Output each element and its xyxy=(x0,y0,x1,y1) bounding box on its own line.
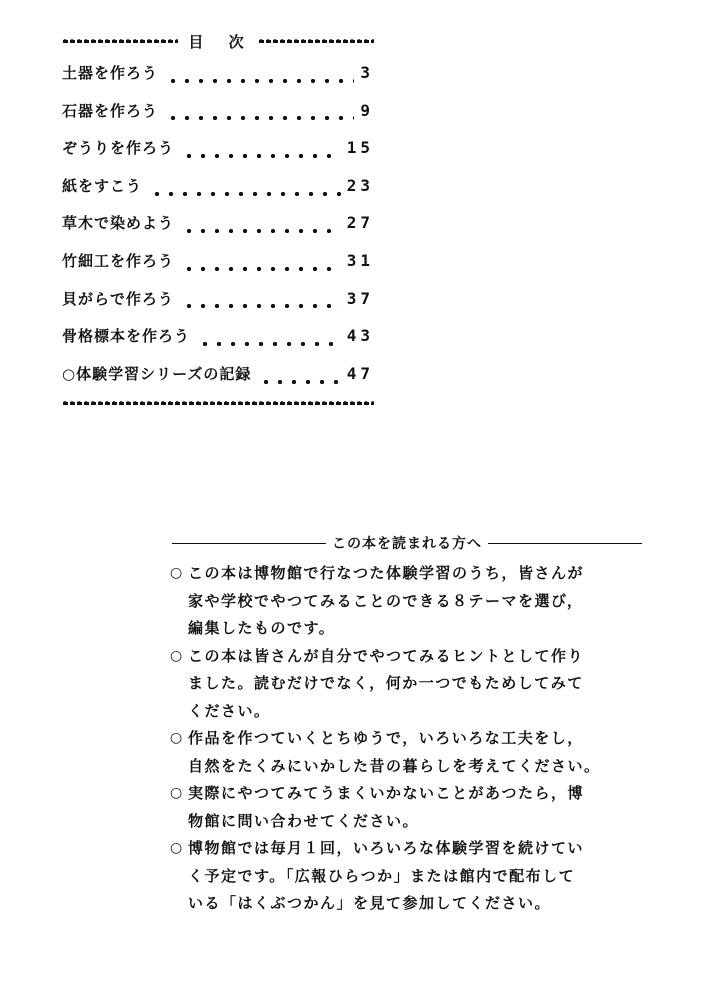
note-item xyxy=(170,725,650,780)
notes-list xyxy=(170,560,650,918)
toc-item xyxy=(62,288,374,326)
toc-item-page: 3 xyxy=(360,63,374,82)
note-text: この本は皆さんが自分でやつてみるヒントとして作り ました。読むだけでなく，何か一つでもためしてみて ください。 xyxy=(188,646,585,720)
toc-leader-dots xyxy=(196,342,341,346)
toc-item-label: 土器を作ろう xyxy=(62,64,159,82)
circle-bullet-icon: ○ xyxy=(170,647,184,664)
decorative-border-right xyxy=(258,36,374,46)
heading-rule-left xyxy=(172,543,326,544)
toc-item xyxy=(62,212,374,250)
note-item xyxy=(170,780,650,835)
toc-leader-dots xyxy=(180,154,341,158)
note-text: この本は博物館で行なつた体験学習のうち，皆さんが 家や学校でやつてみることのできる８テーマを選び， 編集したものです。 xyxy=(188,564,585,637)
toc-item-page: 31 xyxy=(346,250,374,270)
note-text: 実際にやつてみてうまくいかないことがあつたら，博 物館に問い合わせてください。 xyxy=(188,784,585,830)
circle-bullet-icon: ○ xyxy=(170,785,184,801)
toc-leader-dots xyxy=(257,380,340,384)
toc-item-page: 23 xyxy=(346,175,374,195)
note-item xyxy=(170,643,650,726)
toc-item-page: 27 xyxy=(346,213,374,233)
decorative-border-bottom xyxy=(62,398,374,408)
notes-heading: この本を読まれる方へ xyxy=(332,536,482,552)
toc-item-label: 骨格標本を作ろう xyxy=(62,327,191,346)
toc-item xyxy=(62,250,374,288)
toc-item-page: 37 xyxy=(346,288,374,308)
toc-item-label: 草木で染めよう xyxy=(62,214,175,233)
toc-leader-dots xyxy=(180,304,341,308)
toc-item-page: 43 xyxy=(346,326,374,346)
decorative-border-left xyxy=(62,36,178,46)
notes-header xyxy=(172,532,642,554)
toc-title: 目 次 xyxy=(188,32,254,51)
toc-header xyxy=(62,30,374,52)
circle-bullet-icon: ○ xyxy=(170,730,184,746)
circle-bullet-icon: ○ xyxy=(170,565,184,581)
toc-item xyxy=(62,62,374,100)
toc-leader-dots xyxy=(180,267,341,271)
toc-leader-dots xyxy=(148,192,341,196)
toc-item-label: 竹細工を作ろう xyxy=(62,251,175,270)
toc-item-page: 9 xyxy=(360,100,374,120)
toc-list xyxy=(62,62,374,400)
heading-rule-right xyxy=(488,543,642,544)
toc-item-label: ○体験学習シリーズの記録 xyxy=(62,364,252,383)
note-item xyxy=(170,560,650,643)
toc-item xyxy=(62,100,374,138)
note-item xyxy=(170,835,650,918)
toc-leader-dots xyxy=(164,116,354,120)
toc-item xyxy=(62,175,374,213)
toc-item xyxy=(62,363,374,401)
toc-item xyxy=(62,137,374,175)
toc-item-label: ぞうりを作ろう xyxy=(62,139,175,158)
toc-leader-dots xyxy=(180,229,341,233)
toc-item-page: 47 xyxy=(346,363,374,383)
circle-bullet-icon: ○ xyxy=(170,840,184,856)
toc-leader-dots xyxy=(164,79,354,83)
toc-item-label: 貝がらで作ろう xyxy=(62,289,174,308)
note-text: 作品を作つていくとちゆうで，いろいろな工夫をし， 自然をたくみにいかした昔の暮らしを考えてください。 xyxy=(188,729,601,775)
toc-item-page: 15 xyxy=(346,138,374,158)
toc-item-label: 石器を作ろう xyxy=(62,101,159,120)
toc-item-label: 紙をすこう xyxy=(62,176,143,195)
toc-item xyxy=(62,325,374,363)
note-text: 博物館では毎月１回，いろいろな体験学習を続けてい く予定です。「広報ひらつか」または館内で配布して いる「はくぶつかん」を見て参加してください。 xyxy=(188,839,585,912)
